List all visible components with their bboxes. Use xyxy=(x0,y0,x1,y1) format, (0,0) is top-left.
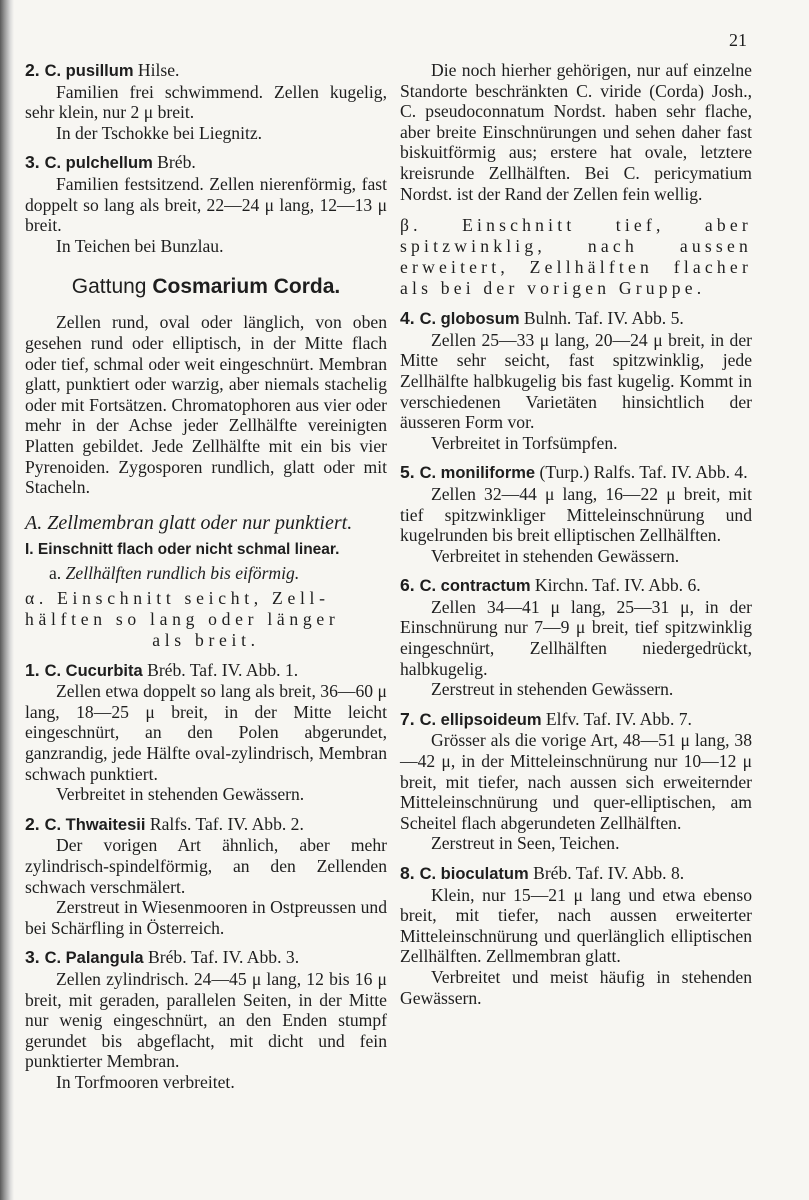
right-column xyxy=(400,60,752,1008)
species-locality: Zerstreut in Seen, Teichen. xyxy=(431,833,620,854)
species-number: 8. xyxy=(400,863,415,883)
species-author: Bulnh. Taf. IV. Abb. 5. xyxy=(523,308,684,329)
section-aa-text: Zellhälften rundlich bis eiförmig. xyxy=(65,562,300,583)
species-entry-moniliforme xyxy=(400,462,752,566)
section-alpha-heading-line-3: als breit. xyxy=(152,629,260,650)
species-description: Zellen 25—33 μ lang, 20—24 μ breit, in der Mitte sehr seicht, fast spitzwinklig, jede Zellhälfte halbkugelig bis fast kugelig. Kommt in verschiedenen Varietäten hinsichtlich der äusseren Form vor. xyxy=(400,329,752,433)
section-1-heading: I. Einschnitt flach oder nicht schmal linear. xyxy=(25,540,340,558)
species-description: Grösser als die vorige Art, 48—51 μ lang, 38—42 μ, in der Mitteleinschnürung nur 10—12 μ breit, mit tiefer, nach aussen sich erweiternder Mitteleinschnürung und quer-elliptischen, am Scheitel flach abgerundeten Zellhälften. xyxy=(400,730,752,833)
species-name: C. pusillum xyxy=(44,62,134,80)
species-author: Hilse. xyxy=(137,60,180,80)
species-heading xyxy=(25,814,387,836)
species-heading xyxy=(400,863,752,885)
species-number: 3. xyxy=(25,947,40,968)
species-heading xyxy=(25,947,387,969)
species-author: (Turp.) Ralfs. Taf. IV. Abb. 4. xyxy=(539,462,748,483)
genus-description: Zellen rund, oval oder länglich, von oben gesehen rund oder elliptisch, in der Mitte flach oder tief, schmal oder weit eingeschnürt. Membran glatt, punktiert oder warzig, aber niemals stachelig oder mit Fortsätzen. Chromatophoren aus vier oder mehr in der Achse jeder Zellhälfte vereinigten Platten gebildet. Jede Zellhälfte mit ein bis vier Pyrenoiden. Zygosporen rundlich, glatt oder mit Stacheln. xyxy=(25,312,387,498)
species-locality: In der Tschokke bei Liegnitz. xyxy=(56,122,263,143)
species-heading xyxy=(400,575,752,597)
species-entry-pulchellum xyxy=(25,152,387,256)
species-heading xyxy=(25,660,387,682)
species-heading xyxy=(400,308,752,330)
species-author: Elfv. Taf. IV. Abb. 7. xyxy=(545,708,692,729)
section-aa-label: a. xyxy=(49,562,62,583)
species-description: Zellen zylindrisch. 24—45 μ lang, 12 bis 16 μ breit, mit geraden, parallelen Seiten, in der Mitte nur wenig eingeschnürt, an den Enden stumpf gerundet bis abgeflacht, mit dicht und fein punktierter Membran. xyxy=(25,969,387,1072)
species-name: C. Thwaitesii xyxy=(44,815,146,834)
species-number: 1. xyxy=(25,659,40,680)
species-author: Kirchn. Taf. IV. Abb. 6. xyxy=(534,575,701,596)
species-locality: Verbreitet und meist häufig in stehenden Gewässern. xyxy=(400,966,752,1008)
species-name: C. ellipsoideum xyxy=(419,710,542,729)
species-description: Zellen 34—41 μ lang, 25—31 μ, in der Einschnürung nur 7—9 μ breit, tief spitzwinklig eingeschnürt, Zellhälften niedergedrückt, halbkugelig. xyxy=(400,596,752,679)
section-alpha-heading-line-2: hälften so lang oder länger xyxy=(25,608,340,629)
genus-name: Cosmarium Corda. xyxy=(152,275,341,299)
species-entry-thwaitesii xyxy=(25,814,387,939)
species-name: C. moniliforme xyxy=(419,464,536,483)
species-locality: Verbreitet in stehenden Gewässern. xyxy=(431,545,680,566)
species-entry-palangula xyxy=(25,947,387,1092)
species-locality: Zerstreut in Wiesenmooren in Ostpreussen und bei Schärfling in Österreich. xyxy=(25,897,387,938)
species-entry-pusillum xyxy=(25,60,387,143)
genus-heading xyxy=(25,274,387,300)
species-name: C. Cucurbita xyxy=(44,661,143,680)
left-column xyxy=(25,60,387,1093)
species-locality: In Torfmooren verbreitet. xyxy=(56,1071,235,1092)
species-description: Familien frei schwimmend. Zellen kugelig, sehr klein, nur 2 μ breit. xyxy=(25,81,387,123)
species-entry-globosum xyxy=(400,308,752,453)
species-heading xyxy=(25,60,387,82)
species-description: Zellen 32—44 μ lang, 16—22 μ breit, mit tief spitzwinkliger Mitteleinschnürung und kugelrunden bis breit elliptischen Zellhälften. xyxy=(400,483,752,546)
species-description: Zellen etwa doppelt so lang als breit, 36—60 μ lang, 18—25 μ breit, in der Mitte leicht eingeschnürt, an den Polen abgerundet, ganzrandig, jede Hälfte oval-zylindrisch, Membran schwach punktiert. xyxy=(25,681,387,784)
continuation-paragraph: Die noch hierher gehörigen, nur auf einzelne Standorte beschränkten C. viride (Corda) Josh., C. pseudoconnatum Nordst. haben sehr flache, aber breite Einschnürungen und sehen daher fast biskuitförmig aus; erstere hat ovale, letztere kreisrunde Zellhälften. Bei C. pericymatium Nordst. ist der Rand der Zellen fein wellig. xyxy=(400,60,752,204)
species-locality: Verbreitet in stehenden Gewässern. xyxy=(56,784,305,805)
species-author: Bréb. Taf. IV. Abb. 3. xyxy=(148,947,300,968)
species-description: Klein, nur 15—21 μ lang und etwa ebenso breit, mit tiefer, nach aussen erweiterter Mitteleinschnürung und querlänglich elliptischen Zellhälften. Zellmembran glatt. xyxy=(400,884,752,967)
section-alpha-heading-line-1: α. Einschnitt seicht, Zell- xyxy=(25,587,330,608)
species-number: 2. xyxy=(25,60,40,80)
species-entry-cucurbita xyxy=(25,660,387,805)
page-number: 21 xyxy=(729,30,747,50)
species-name: C. globosum xyxy=(419,310,520,329)
species-heading xyxy=(400,709,752,731)
species-entry-contractum xyxy=(400,575,752,700)
species-number: 4. xyxy=(400,308,415,329)
section-a-heading: A. Zellmembran glatt oder nur punktiert. xyxy=(25,511,353,534)
species-number: 7. xyxy=(400,708,415,729)
species-number: 2. xyxy=(25,813,40,834)
species-entry-bioculatum xyxy=(400,863,752,1008)
species-number: 6. xyxy=(400,575,415,596)
species-heading xyxy=(25,152,387,174)
species-author: Ralfs. Taf. IV. Abb. 2. xyxy=(149,813,304,834)
species-heading xyxy=(400,462,752,484)
page-binding-edge xyxy=(0,0,14,1200)
section-aa-heading xyxy=(25,563,387,584)
species-locality: Verbreitet in Torfsümpfen. xyxy=(431,432,618,453)
species-name: C. Palangula xyxy=(44,949,144,968)
species-locality: Zerstreut in stehenden Gewässern. xyxy=(431,679,674,700)
species-locality: In Teichen bei Bunzlau. xyxy=(56,235,224,256)
species-entry-ellipsoideum xyxy=(400,709,752,854)
species-name: C. bioculatum xyxy=(419,865,529,883)
species-description: Der vorigen Art ähnlich, aber mehr zylindrisch-spindelförmig, an den Zellenden schwach verschmälert. xyxy=(25,835,387,897)
species-description: Familien festsitzend. Zellen nierenförmig, fast doppelt so lang als breit, 22—24 μ lang, 12—13 μ breit. xyxy=(25,173,387,236)
species-author: Bréb. Taf. IV. Abb. 8. xyxy=(533,863,685,883)
species-author: Bréb. xyxy=(157,152,196,173)
species-number: 5. xyxy=(400,462,415,483)
species-name: C. contractum xyxy=(419,577,531,596)
section-beta-heading: β. Einschnitt tief, aber spitzwinklig, nach aussen erweitert, Zellhälften flacher als bei der vorigen Gruppe. xyxy=(400,215,752,299)
genus-prefix: Gattung xyxy=(71,275,147,299)
species-author: Bréb. Taf. IV. Abb. 1. xyxy=(147,659,299,680)
species-number: 3. xyxy=(25,152,40,173)
species-name: C. pulchellum xyxy=(44,154,153,173)
